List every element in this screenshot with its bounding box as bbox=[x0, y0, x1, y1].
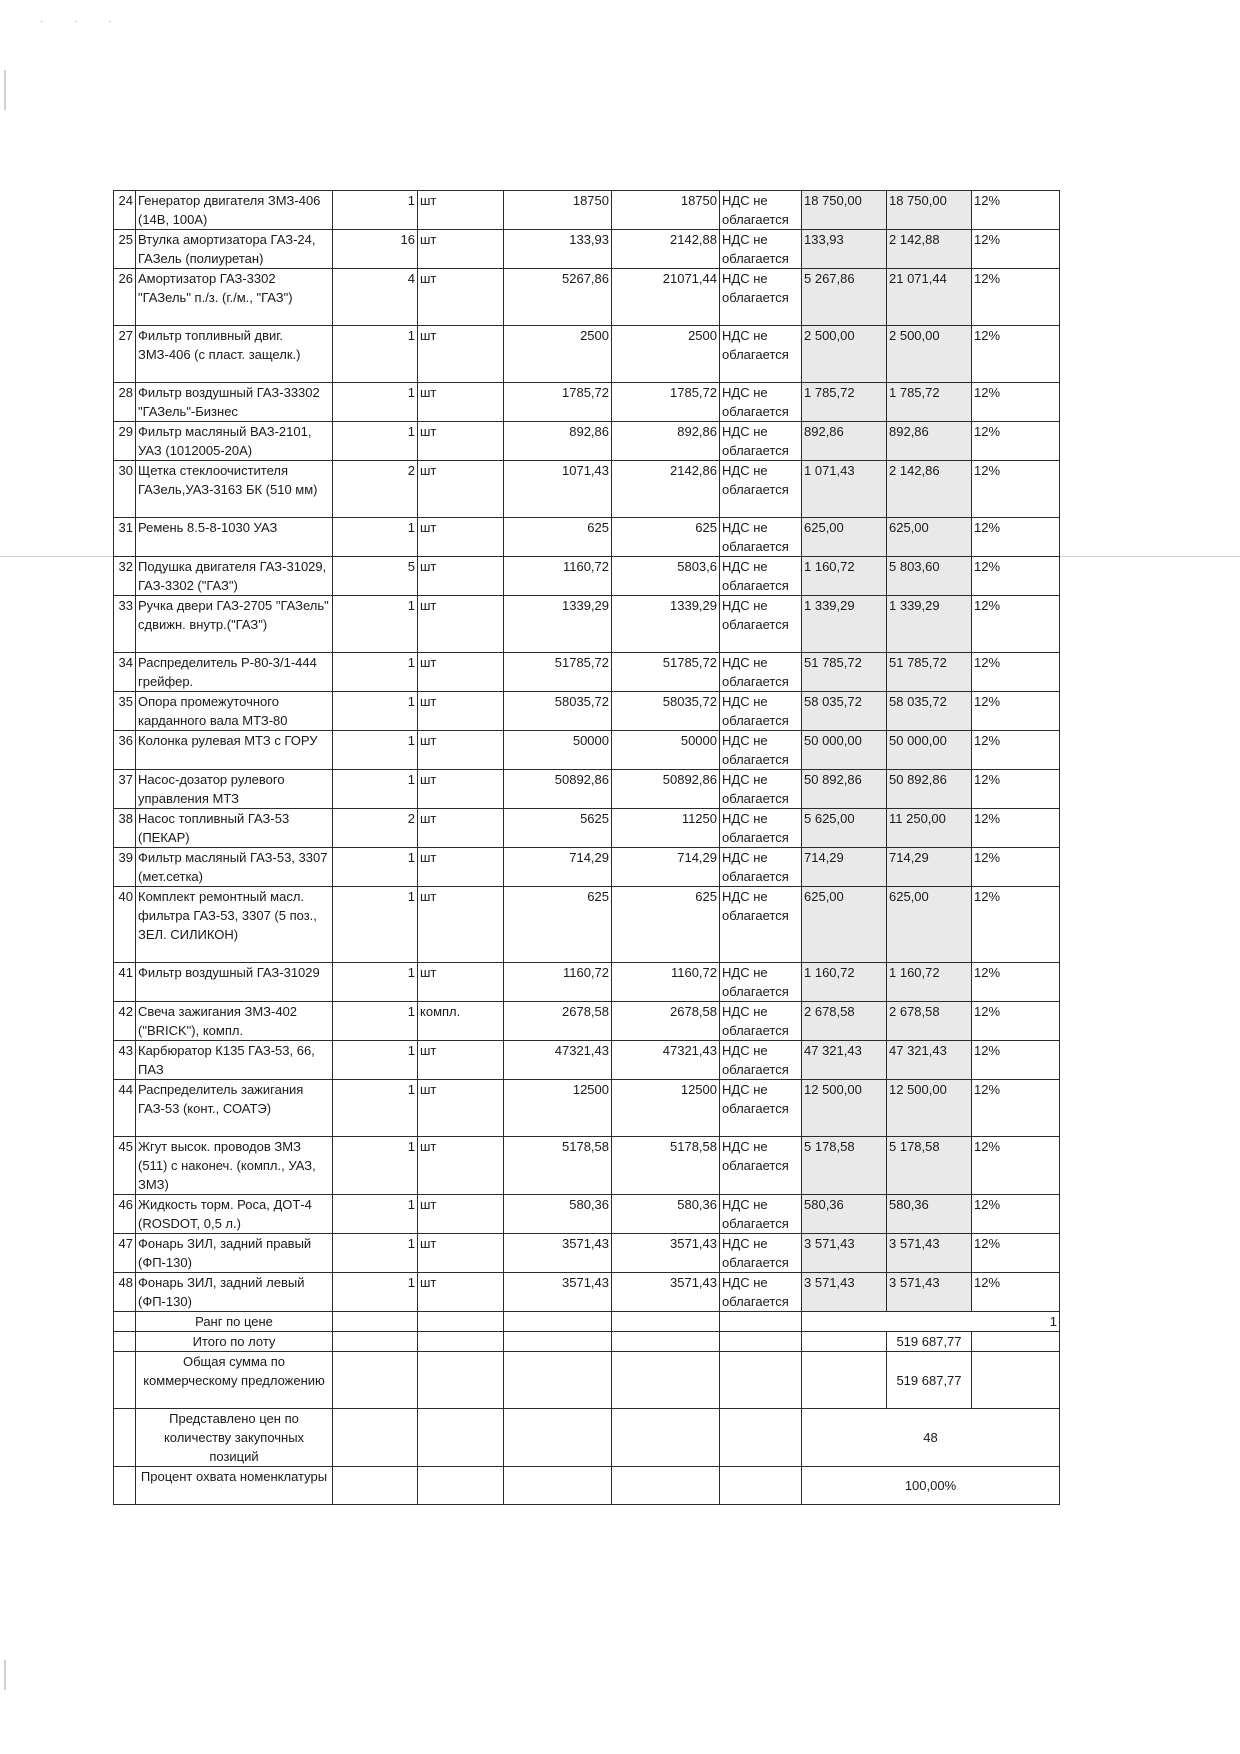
item-price: 1071,43 bbox=[504, 461, 612, 518]
item-name: Фильтр масляный ВАЗ-2101, УАЗ (1012005-20А) bbox=[136, 422, 333, 461]
item-price-total: 1 160,72 bbox=[802, 963, 887, 1002]
item-price-total: 714,29 bbox=[802, 848, 887, 887]
item-percent: 12% bbox=[972, 1234, 1060, 1273]
item-vat: НДС не облагается bbox=[720, 383, 802, 422]
item-vat: НДС не облагается bbox=[720, 887, 802, 963]
item-name: Распределитель зажигания ГАЗ-53 (конт., СОАТЭ) bbox=[136, 1080, 333, 1137]
table-row bbox=[114, 518, 1060, 557]
lot-total-label: Итого по лоту bbox=[136, 1332, 333, 1352]
item-percent: 12% bbox=[972, 731, 1060, 770]
table-row bbox=[114, 326, 1060, 383]
item-sum: 21071,44 bbox=[612, 269, 720, 326]
scan-edge-mark bbox=[4, 70, 6, 110]
item-quantity: 1 bbox=[333, 326, 418, 383]
item-price-total: 50 000,00 bbox=[802, 731, 887, 770]
item-name: Ручка двери ГАЗ-2705 "ГАЗель" сдвижн. внутр.("ГАЗ") bbox=[136, 596, 333, 653]
item-price: 18750 bbox=[504, 191, 612, 230]
item-percent: 12% bbox=[972, 191, 1060, 230]
table-row bbox=[114, 809, 1060, 848]
table-row bbox=[114, 557, 1060, 596]
row-number: 24 bbox=[114, 191, 136, 230]
item-unit: шт bbox=[418, 848, 504, 887]
row-number: 35 bbox=[114, 692, 136, 731]
rank-label: Ранг по цене bbox=[136, 1312, 333, 1332]
item-quantity: 1 bbox=[333, 383, 418, 422]
item-percent: 12% bbox=[972, 1002, 1060, 1041]
item-percent: 12% bbox=[972, 518, 1060, 557]
item-price-total: 1 071,43 bbox=[802, 461, 887, 518]
item-percent: 12% bbox=[972, 1080, 1060, 1137]
row-number: 42 bbox=[114, 1002, 136, 1041]
item-unit: шт bbox=[418, 557, 504, 596]
item-unit: шт bbox=[418, 692, 504, 731]
item-price: 2500 bbox=[504, 326, 612, 383]
item-price-total: 2 678,58 bbox=[802, 1002, 887, 1041]
item-unit: шт bbox=[418, 653, 504, 692]
item-sum-total: 2 142,88 bbox=[887, 230, 972, 269]
item-unit: шт bbox=[418, 731, 504, 770]
item-quantity: 1 bbox=[333, 887, 418, 963]
item-quantity: 1 bbox=[333, 692, 418, 731]
table-row bbox=[114, 1041, 1060, 1080]
table-row bbox=[114, 653, 1060, 692]
item-sum-total: 3 571,43 bbox=[887, 1234, 972, 1273]
item-sum: 12500 bbox=[612, 1080, 720, 1137]
item-percent: 12% bbox=[972, 1137, 1060, 1195]
item-vat: НДС не облагается bbox=[720, 461, 802, 518]
item-sum: 625 bbox=[612, 887, 720, 963]
item-quantity: 1 bbox=[333, 653, 418, 692]
item-price: 5267,86 bbox=[504, 269, 612, 326]
item-vat: НДС не облагается bbox=[720, 692, 802, 731]
item-price-total: 50 892,86 bbox=[802, 770, 887, 809]
item-price: 625 bbox=[504, 518, 612, 557]
coverage-value: 100,00% bbox=[802, 1467, 1060, 1505]
item-quantity: 1 bbox=[333, 963, 418, 1002]
item-price-total: 5 178,58 bbox=[802, 1137, 887, 1195]
row-number: 47 bbox=[114, 1234, 136, 1273]
summary-row-rank bbox=[114, 1312, 1060, 1332]
item-unit: шт bbox=[418, 422, 504, 461]
item-percent: 12% bbox=[972, 963, 1060, 1002]
item-sum-total: 50 892,86 bbox=[887, 770, 972, 809]
item-price: 1160,72 bbox=[504, 557, 612, 596]
summary-row-offer-total bbox=[114, 1352, 1060, 1409]
item-sum: 18750 bbox=[612, 191, 720, 230]
item-name: Насос топливный ГАЗ-53 (ПЕКАР) bbox=[136, 809, 333, 848]
item-price: 50892,86 bbox=[504, 770, 612, 809]
item-sum: 11250 bbox=[612, 809, 720, 848]
row-number: 26 bbox=[114, 269, 136, 326]
item-sum: 50892,86 bbox=[612, 770, 720, 809]
item-price-total: 47 321,43 bbox=[802, 1041, 887, 1080]
row-number: 40 bbox=[114, 887, 136, 963]
item-name: Фильтр воздушный ГАЗ-31029 bbox=[136, 963, 333, 1002]
item-sum-total: 5 178,58 bbox=[887, 1137, 972, 1195]
item-name: Втулка амортизатора ГАЗ-24, ГАЗель (полиуретан) bbox=[136, 230, 333, 269]
item-quantity: 2 bbox=[333, 461, 418, 518]
item-sum-total: 47 321,43 bbox=[887, 1041, 972, 1080]
item-quantity: 1 bbox=[333, 770, 418, 809]
rank-value: 1 bbox=[802, 1312, 1060, 1332]
table-row bbox=[114, 191, 1060, 230]
item-vat: НДС не облагается bbox=[720, 1195, 802, 1234]
item-price: 133,93 bbox=[504, 230, 612, 269]
item-vat: НДС не облагается bbox=[720, 518, 802, 557]
row-number: 29 bbox=[114, 422, 136, 461]
item-vat: НДС не облагается bbox=[720, 770, 802, 809]
item-unit: шт bbox=[418, 1273, 504, 1312]
item-unit: шт bbox=[418, 1234, 504, 1273]
item-unit: шт bbox=[418, 269, 504, 326]
row-number: 45 bbox=[114, 1137, 136, 1195]
scan-edge-mark bbox=[4, 1660, 6, 1690]
item-price-total: 1 339,29 bbox=[802, 596, 887, 653]
item-price: 2678,58 bbox=[504, 1002, 612, 1041]
table-row bbox=[114, 731, 1060, 770]
item-sum-total: 58 035,72 bbox=[887, 692, 972, 731]
coverage-label: Процент охвата номенклатуры bbox=[136, 1467, 333, 1505]
item-quantity: 1 bbox=[333, 1234, 418, 1273]
item-percent: 12% bbox=[972, 770, 1060, 809]
item-unit: шт bbox=[418, 230, 504, 269]
offer-total-label: Общая сумма по коммерческому предложению bbox=[136, 1352, 333, 1409]
item-quantity: 1 bbox=[333, 518, 418, 557]
item-vat: НДС не облагается bbox=[720, 963, 802, 1002]
table-row bbox=[114, 461, 1060, 518]
item-unit: шт bbox=[418, 963, 504, 1002]
row-number: 44 bbox=[114, 1080, 136, 1137]
item-percent: 12% bbox=[972, 596, 1060, 653]
item-sum: 5803,6 bbox=[612, 557, 720, 596]
item-price-total: 133,93 bbox=[802, 230, 887, 269]
item-sum-total: 50 000,00 bbox=[887, 731, 972, 770]
item-sum-total: 892,86 bbox=[887, 422, 972, 461]
item-name: Карбюратор К135 ГАЗ-53, 66, ПАЗ bbox=[136, 1041, 333, 1080]
positions-value: 48 bbox=[802, 1409, 1060, 1467]
item-price-total: 51 785,72 bbox=[802, 653, 887, 692]
row-number: 37 bbox=[114, 770, 136, 809]
item-sum: 5178,58 bbox=[612, 1137, 720, 1195]
item-sum: 3571,43 bbox=[612, 1273, 720, 1312]
item-name: Фонарь ЗИЛ, задний правый (ФП-130) bbox=[136, 1234, 333, 1273]
item-vat: НДС не облагается bbox=[720, 653, 802, 692]
item-sum: 1339,29 bbox=[612, 596, 720, 653]
item-unit: шт bbox=[418, 1041, 504, 1080]
item-sum: 3571,43 bbox=[612, 1234, 720, 1273]
item-name: Щетка стеклоочистителя ГАЗель,УАЗ-3163 БК (510 мм) bbox=[136, 461, 333, 518]
item-sum-total: 2 142,86 bbox=[887, 461, 972, 518]
item-sum: 2142,88 bbox=[612, 230, 720, 269]
item-unit: шт bbox=[418, 1195, 504, 1234]
item-sum-total: 5 803,60 bbox=[887, 557, 972, 596]
item-quantity: 1 bbox=[333, 422, 418, 461]
item-price: 50000 bbox=[504, 731, 612, 770]
offer-total-value: 519 687,77 bbox=[887, 1352, 972, 1409]
item-unit: шт bbox=[418, 596, 504, 653]
item-name: Жидкость торм. Роса, ДОТ-4 (ROSDOT, 0,5 л.) bbox=[136, 1195, 333, 1234]
item-sum-total: 3 571,43 bbox=[887, 1273, 972, 1312]
table-row bbox=[114, 1195, 1060, 1234]
item-price-total: 58 035,72 bbox=[802, 692, 887, 731]
item-price: 12500 bbox=[504, 1080, 612, 1137]
item-vat: НДС не облагается bbox=[720, 596, 802, 653]
item-vat: НДС не облагается bbox=[720, 230, 802, 269]
row-number: 48 bbox=[114, 1273, 136, 1312]
item-vat: НДС не облагается bbox=[720, 1137, 802, 1195]
item-quantity: 1 bbox=[333, 1080, 418, 1137]
item-price: 580,36 bbox=[504, 1195, 612, 1234]
row-number: 25 bbox=[114, 230, 136, 269]
row-number: 28 bbox=[114, 383, 136, 422]
item-percent: 12% bbox=[972, 461, 1060, 518]
item-sum-total: 1 160,72 bbox=[887, 963, 972, 1002]
row-number: 27 bbox=[114, 326, 136, 383]
row-number: 43 bbox=[114, 1041, 136, 1080]
item-price: 47321,43 bbox=[504, 1041, 612, 1080]
row-number: 39 bbox=[114, 848, 136, 887]
item-unit: шт bbox=[418, 887, 504, 963]
item-name: Ремень 8.5-8-1030 УАЗ bbox=[136, 518, 333, 557]
item-sum: 2500 bbox=[612, 326, 720, 383]
item-unit: шт bbox=[418, 770, 504, 809]
item-name: Комплект ремонтный масл. фильтра ГАЗ-53, 3307 (5 поз., ЗЕЛ. СИЛИКОН) bbox=[136, 887, 333, 963]
item-unit: шт bbox=[418, 191, 504, 230]
item-price: 3571,43 bbox=[504, 1234, 612, 1273]
item-price-total: 3 571,43 bbox=[802, 1234, 887, 1273]
item-vat: НДС не облагается bbox=[720, 557, 802, 596]
item-name: Распределитель Р-80-3/1-444 грейфер. bbox=[136, 653, 333, 692]
item-percent: 12% bbox=[972, 383, 1060, 422]
table-row bbox=[114, 770, 1060, 809]
item-price-total: 12 500,00 bbox=[802, 1080, 887, 1137]
item-vat: НДС не облагается bbox=[720, 269, 802, 326]
table-body bbox=[114, 191, 1060, 1312]
item-percent: 12% bbox=[972, 269, 1060, 326]
item-price: 892,86 bbox=[504, 422, 612, 461]
table-row bbox=[114, 383, 1060, 422]
table-summary bbox=[114, 1312, 1060, 1505]
item-vat: НДС не облагается bbox=[720, 809, 802, 848]
item-price-total: 5 625,00 bbox=[802, 809, 887, 848]
table-row bbox=[114, 230, 1060, 269]
summary-row-lot-total bbox=[114, 1332, 1060, 1352]
table-row bbox=[114, 848, 1060, 887]
item-percent: 12% bbox=[972, 1195, 1060, 1234]
item-sum: 892,86 bbox=[612, 422, 720, 461]
item-name: Подушка двигателя ГАЗ-31029, ГАЗ-3302 ("ГАЗ") bbox=[136, 557, 333, 596]
item-sum: 2678,58 bbox=[612, 1002, 720, 1041]
item-sum-total: 1 785,72 bbox=[887, 383, 972, 422]
item-sum: 2142,86 bbox=[612, 461, 720, 518]
item-price: 5625 bbox=[504, 809, 612, 848]
scan-artifact: · · · bbox=[40, 16, 126, 27]
item-name: Насос-дозатор рулевого управления МТЗ bbox=[136, 770, 333, 809]
item-sum: 1785,72 bbox=[612, 383, 720, 422]
item-quantity: 2 bbox=[333, 809, 418, 848]
item-price-total: 2 500,00 bbox=[802, 326, 887, 383]
item-price: 3571,43 bbox=[504, 1273, 612, 1312]
item-quantity: 1 bbox=[333, 1195, 418, 1234]
row-number: 32 bbox=[114, 557, 136, 596]
item-name: Амортизатор ГАЗ-3302 "ГАЗель" п./з. (г./м., "ГАЗ") bbox=[136, 269, 333, 326]
item-name: Свеча зажигания ЗМЗ-402 ("BRICK"), компл. bbox=[136, 1002, 333, 1041]
item-sum-total: 21 071,44 bbox=[887, 269, 972, 326]
table-row bbox=[114, 1137, 1060, 1195]
item-sum: 580,36 bbox=[612, 1195, 720, 1234]
item-vat: НДС не облагается bbox=[720, 731, 802, 770]
item-percent: 12% bbox=[972, 809, 1060, 848]
row-number: 41 bbox=[114, 963, 136, 1002]
item-vat: НДС не облагается bbox=[720, 1234, 802, 1273]
item-vat: НДС не облагается bbox=[720, 1080, 802, 1137]
item-price: 625 bbox=[504, 887, 612, 963]
item-name: Жгут высок. проводов ЗМЗ (511) с наконеч. (компл., УАЗ, ЗМЗ) bbox=[136, 1137, 333, 1195]
item-percent: 12% bbox=[972, 422, 1060, 461]
item-price-total: 1 785,72 bbox=[802, 383, 887, 422]
item-unit: шт bbox=[418, 809, 504, 848]
item-quantity: 1 bbox=[333, 1273, 418, 1312]
item-quantity: 5 bbox=[333, 557, 418, 596]
item-sum: 51785,72 bbox=[612, 653, 720, 692]
positions-label: Представлено цен по количеству закупочных позиций bbox=[136, 1409, 333, 1467]
table-row bbox=[114, 596, 1060, 653]
item-unit: шт bbox=[418, 518, 504, 557]
table-row bbox=[114, 1002, 1060, 1041]
item-price-total: 625,00 bbox=[802, 518, 887, 557]
item-percent: 12% bbox=[972, 692, 1060, 731]
table-row bbox=[114, 1273, 1060, 1312]
item-name: Колонка рулевая МТЗ с ГОРУ bbox=[136, 731, 333, 770]
item-sum-total: 1 339,29 bbox=[887, 596, 972, 653]
item-vat: НДС не облагается bbox=[720, 191, 802, 230]
item-unit: шт bbox=[418, 1137, 504, 1195]
item-quantity: 1 bbox=[333, 1041, 418, 1080]
row-number: 31 bbox=[114, 518, 136, 557]
table-row bbox=[114, 887, 1060, 963]
item-sum: 714,29 bbox=[612, 848, 720, 887]
table-row bbox=[114, 692, 1060, 731]
item-price: 51785,72 bbox=[504, 653, 612, 692]
item-price-total: 892,86 bbox=[802, 422, 887, 461]
item-vat: НДС не облагается bbox=[720, 848, 802, 887]
item-name: Фильтр топливный двиг. ЗМЗ-406 (с пласт. защелк.) bbox=[136, 326, 333, 383]
item-price-total: 580,36 bbox=[802, 1195, 887, 1234]
item-name: Фильтр масляный ГАЗ-53, 3307 (мет.сетка) bbox=[136, 848, 333, 887]
item-vat: НДС не облагается bbox=[720, 1041, 802, 1080]
item-quantity: 1 bbox=[333, 1002, 418, 1041]
summary-row-positions bbox=[114, 1409, 1060, 1467]
row-number: 36 bbox=[114, 731, 136, 770]
table-row bbox=[114, 963, 1060, 1002]
summary-row-coverage bbox=[114, 1467, 1060, 1505]
item-quantity: 16 bbox=[333, 230, 418, 269]
item-quantity: 1 bbox=[333, 191, 418, 230]
item-percent: 12% bbox=[972, 1041, 1060, 1080]
item-sum-total: 51 785,72 bbox=[887, 653, 972, 692]
item-price: 5178,58 bbox=[504, 1137, 612, 1195]
item-price: 714,29 bbox=[504, 848, 612, 887]
item-price-total: 18 750,00 bbox=[802, 191, 887, 230]
item-sum-total: 2 678,58 bbox=[887, 1002, 972, 1041]
row-number: 33 bbox=[114, 596, 136, 653]
item-sum: 50000 bbox=[612, 731, 720, 770]
item-sum-total: 18 750,00 bbox=[887, 191, 972, 230]
item-price-total: 3 571,43 bbox=[802, 1273, 887, 1312]
item-sum: 58035,72 bbox=[612, 692, 720, 731]
item-unit: шт bbox=[418, 1080, 504, 1137]
item-price-total: 1 160,72 bbox=[802, 557, 887, 596]
item-unit: шт bbox=[418, 461, 504, 518]
table-row bbox=[114, 1234, 1060, 1273]
item-percent: 12% bbox=[972, 887, 1060, 963]
item-price: 1785,72 bbox=[504, 383, 612, 422]
row-number: 38 bbox=[114, 809, 136, 848]
item-sum-total: 12 500,00 bbox=[887, 1080, 972, 1137]
lot-total-value: 519 687,77 bbox=[887, 1332, 972, 1352]
item-price: 1339,29 bbox=[504, 596, 612, 653]
item-price: 58035,72 bbox=[504, 692, 612, 731]
item-vat: НДС не облагается bbox=[720, 1002, 802, 1041]
table-row bbox=[114, 1080, 1060, 1137]
item-percent: 12% bbox=[972, 653, 1060, 692]
item-quantity: 1 bbox=[333, 596, 418, 653]
item-vat: НДС не облагается bbox=[720, 422, 802, 461]
item-sum-total: 580,36 bbox=[887, 1195, 972, 1234]
item-sum-total: 2 500,00 bbox=[887, 326, 972, 383]
item-sum-total: 11 250,00 bbox=[887, 809, 972, 848]
price-table bbox=[113, 190, 1060, 1505]
row-number: 34 bbox=[114, 653, 136, 692]
item-vat: НДС не облагается bbox=[720, 326, 802, 383]
table-row bbox=[114, 422, 1060, 461]
item-unit: компл. bbox=[418, 1002, 504, 1041]
item-unit: шт bbox=[418, 326, 504, 383]
item-percent: 12% bbox=[972, 326, 1060, 383]
item-price-total: 625,00 bbox=[802, 887, 887, 963]
item-name: Фильтр воздушный ГАЗ-33302 "ГАЗель"-Бизнес bbox=[136, 383, 333, 422]
item-percent: 12% bbox=[972, 230, 1060, 269]
item-quantity: 1 bbox=[333, 848, 418, 887]
table-row bbox=[114, 269, 1060, 326]
item-vat: НДС не облагается bbox=[720, 1273, 802, 1312]
row-number: 30 bbox=[114, 461, 136, 518]
item-name: Генератор двигателя ЗМЗ-406 (14В, 100А) bbox=[136, 191, 333, 230]
row-number: 46 bbox=[114, 1195, 136, 1234]
item-price: 1160,72 bbox=[504, 963, 612, 1002]
item-quantity: 1 bbox=[333, 731, 418, 770]
item-sum: 1160,72 bbox=[612, 963, 720, 1002]
item-unit: шт bbox=[418, 383, 504, 422]
item-quantity: 1 bbox=[333, 1137, 418, 1195]
item-name: Фонарь ЗИЛ, задний левый (ФП-130) bbox=[136, 1273, 333, 1312]
item-percent: 12% bbox=[972, 1273, 1060, 1312]
item-percent: 12% bbox=[972, 848, 1060, 887]
item-sum-total: 625,00 bbox=[887, 518, 972, 557]
item-sum-total: 714,29 bbox=[887, 848, 972, 887]
item-sum-total: 625,00 bbox=[887, 887, 972, 963]
item-sum: 625 bbox=[612, 518, 720, 557]
item-name: Опора промежуточного карданного вала МТЗ-80 bbox=[136, 692, 333, 731]
item-percent: 12% bbox=[972, 557, 1060, 596]
item-sum: 47321,43 bbox=[612, 1041, 720, 1080]
item-quantity: 4 bbox=[333, 269, 418, 326]
item-price-total: 5 267,86 bbox=[802, 269, 887, 326]
